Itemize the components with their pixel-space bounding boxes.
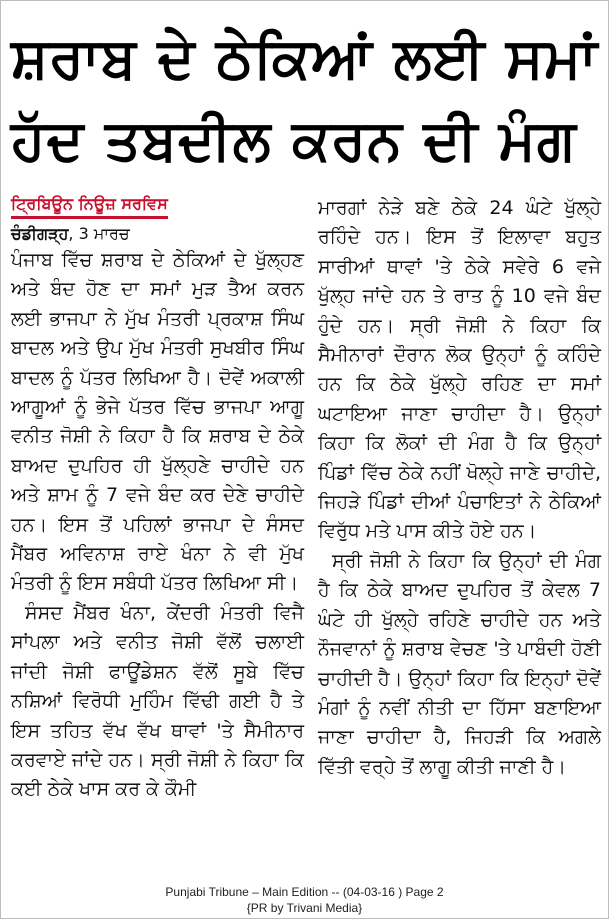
article-column-left: [11, 189, 304, 805]
footer-source: Punjabi Tribune – Main Edition -- (04-03-16 ) Page 2: [165, 885, 444, 899]
paragraph-right-1: ਮਾਰਗਾਂ ਨੇੜੇ ਬਣੇ ਠੇਕੇ 24 ਘੰਟੇ ਖੁੱਲ੍ਹੇ ਰਹਿੰਦੇ ਹਨ। ਇਸ ਤੋਂ ਇਲਾਵਾ ਬਹੁਤ ਸਾਰੀਆਂ ਥਾਵਾਂ 'ਤੇ ਠੇਕੇ ਸਵੇਰੇ 6 ਵਜੇ ਖੁੱਲ੍ਹ ਜਾਂਦੇ ਹਨ ਤੇ ਰਾਤ ਨੂੰ 10 ਵਜੇ ਬੰਦ ਹੁੰਦੇ ਹਨ। ਸ੍ਰੀ ਜੋਸ਼ੀ ਨੇ ਕਿਹਾ ਕਿ ਸੈਮੀਨਾਰਾਂ ਦੌਰਾਨ ਲੋਕ ਉਨ੍ਹਾਂ ਨੂੰ ਕਹਿੰਦੇ ਹਨ ਕਿ ਠੇਕੇ ਖੁੱਲ੍ਹੇ ਰਹਿਣ ਦਾ ਸਮਾਂ ਘਟਾਇਆ ਜਾਣਾ ਚਾਹੀਦਾ ਹੈ। ਉਨ੍ਹਾਂ ਕਿਹਾ ਕਿ ਲੋਕਾਂ ਦੀ ਮੰਗ ਹੈ ਕਿ ਉਨ੍ਹਾਂ ਪਿੰਡਾਂ ਵਿੱਚ ਠੇਕੇ ਨਹੀਂ ਖੋਲ੍ਹੇ ਜਾਣੇ ਚਾਹੀਦੇ, ਜਿਹੜੇ ਪਿੰਡਾਂ ਦੀਆਂ ਪੰਚਾਇਤਾਂ ਨੇ ਠੇਕਿਆਂ ਵਿਰੁੱਧ ਮਤੇ ਪਾਸ ਕੀਤੇ ਹੋਏ ਹਨ।: [318, 197, 601, 543]
paragraph-left-2: ਸੰਸਦ ਮੈਂਬਰ ਖੰਨਾ, ਕੇਂਦਰੀ ਮੰਤਰੀ ਵਿਜੈ ਸਾਂਪਲਾ ਅਤੇ ਵਨੀਤ ਜੋਸ਼ੀ ਵੱਲੋਂ ਚਲਾਈ ਜਾਂਦੀ ਜੋਸ਼ੀ ਫਾਊਂਡੇਸ਼ਨ ਵੱਲੋਂ ਸੂਬੇ ਵਿੱਚ ਨਸ਼ਿਆਂ ਵਿਰੋਧੀ ਮੁਹਿੰਮ ਵਿੱਢੀ ਗਈ ਹੈ ਤੇ ਇਸ ਤਹਿਤ ਵੱਖ ਵੱਖ ਥਾਵਾਂ 'ਤੇ ਸੈਮੀਨਾਰ ਕਰਵਾਏ ਜਾਂਦੇ ਹਨ। ਸ੍ਰੀ ਜੋਸ਼ੀ ਨੇ ਕਿਹਾ ਕਿ ਕਈ ਠੇਕੇ ਖਾਸ ਕਰ ਕੇ ਕੌਮੀ: [11, 601, 304, 801]
article-column-right: [318, 194, 601, 782]
paragraph-left-1: ਪੰਜਾਬ ਵਿੱਚ ਸ਼ਰਾਬ ਦੇ ਠੇਕਿਆਂ ਦੇ ਖੁੱਲ੍ਹਣ ਅਤੇ ਬੰਦ ਹੋਣ ਦਾ ਸਮਾਂ ਮੁੜ ਤੈਅ ਕਰਨ ਲਈ ਭਾਜਪਾ ਨੇ ਮੁੱਖ ਮੰਤਰੀ ਪ੍ਰਕਾਸ਼ ਸਿੰਘ ਬਾਦਲ ਅਤੇ ਉਪ ਮੁੱਖ ਮੰਤਰੀ ਸੁਖਬੀਰ ਸਿੰਘ ਬਾਦਲ ਨੂੰ ਪੱਤਰ ਲਿਖਿਆ ਹੈ। ਦੋਵੇਂ ਅਕਾਲੀ ਆਗੂਆਂ ਨੂੰ ਭੇਜੇ ਪੱਤਰ ਵਿੱਚ ਭਾਜਪਾ ਆਗੂ ਵਨੀਤ ਜੋਸ਼ੀ ਨੇ ਕਿਹਾ ਹੈ ਕਿ ਸ਼ਰਾਬ ਦੇ ਠੇਕੇ ਬਾਅਦ ਦੁਪਹਿਰ ਹੀ ਖੁੱਲ੍ਹਣੇ ਚਾਹੀਦੇ ਹਨ ਅਤੇ ਸ਼ਾਮ ਨੂੰ 7 ਵਜੇ ਬੰਦ ਕਰ ਦੇਣੇ ਚਾਹੀਦੇ ਹਨ। ਇਸ ਤੋਂ ਪਹਿਲਾਂ ਭਾਜਪਾ ਦੇ ਸੰਸਦ ਮੈਂਬਰ ਅਵਿਨਾਸ਼ ਰਾਏ ਖੰਨਾ ਨੇ ਵੀ ਮੁੱਖ ਮੰਤਰੀ ਨੂੰ ਇਸ ਸਬੰਧੀ ਪੱਤਰ ਲਿਖਿਆ ਸੀ।: [11, 249, 304, 595]
byline: ਟ੍ਰਿਬਿਊਨ ਨਿਊਜ਼ ਸਰਵਿਸ: [11, 193, 168, 219]
dateline-place: ਚੰਡੀਗੜ੍ਹ: [11, 224, 69, 243]
headline-line-1: ਸ਼ਰਾਬ ਦੇ ਠੇਕਿਆਂ ਲਈ ਸਮਾਂ: [11, 26, 598, 91]
dateline: [11, 222, 304, 246]
paragraph-right-2: ਸ੍ਰੀ ਜੋਸ਼ੀ ਨੇ ਕਿਹਾ ਕਿ ਉਨ੍ਹਾਂ ਦੀ ਮੰਗ ਹੈ ਕਿ ਠੇਕੇ ਬਾਅਦ ਦੁਪਹਿਰ ਤੋਂ ਕੇਵਲ 7 ਘੰਟੇ ਹੀ ਖੁੱਲ੍ਹੇ ਰਹਿਣੇ ਚਾਹੀਦੇ ਹਨ ਅਤੇ ਨੌਜਵਾਨਾਂ ਨੂੰ ਸ਼ਰਾਬ ਵੇਚਣ 'ਤੇ ਪਾਬੰਦੀ ਹੋਣੀ ਚਾਹੀਦੀ ਹੈ। ਉਨ੍ਹਾਂ ਕਿਹਾ ਕਿ ਇਨ੍ਹਾਂ ਦੋਵੇਂ ਮੰਗਾਂ ਨੂੰ ਨਵੀਂ ਨੀਤੀ ਦਾ ਹਿੱਸਾ ਬਣਾਇਆ ਜਾਣਾ ਚਾਹੀਦਾ ਹੈ, ਜਿਹੜੀ ਕਿ ਅਗਲੇ ਵਿੱਤੀ ਵਰ੍ਹੇ ਤੋਂ ਲਾਗੂ ਕੀਤੀ ਜਾਣੀ ਹੈ।: [318, 549, 601, 778]
footer-credit: {PR by Trivani Media}: [246, 901, 363, 915]
dateline-date: , 3 ਮਾਰਚ: [68, 224, 130, 243]
headline-line-2: ਹੱਦ ਤਬਦੀਲ ਕਰਨ ਦੀ ਮੰਗ: [11, 108, 577, 173]
